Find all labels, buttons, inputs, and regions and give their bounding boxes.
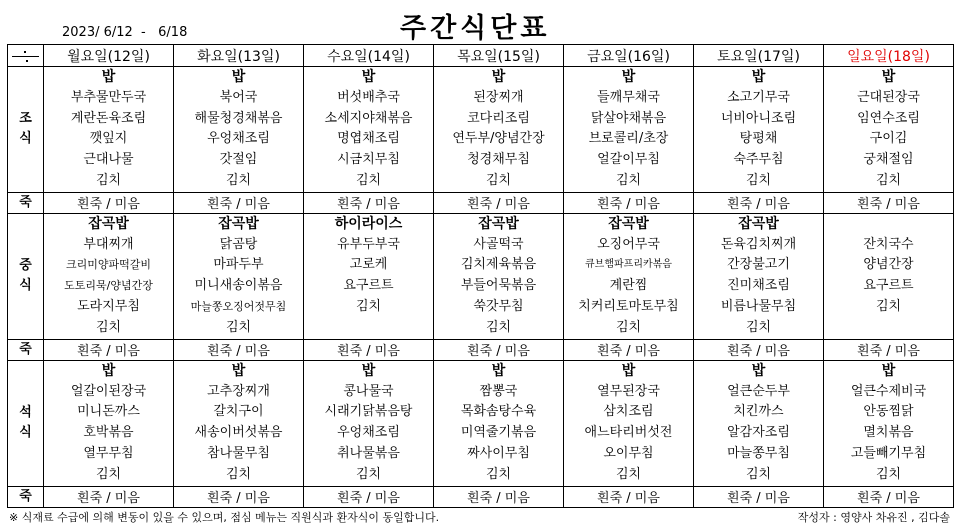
menu-item: 잡곡밥 xyxy=(478,215,519,232)
menu-item: 소세지야채볶음 xyxy=(324,110,413,126)
menu-item: 마늘쫑무침 xyxy=(727,445,790,461)
lunch-cell xyxy=(694,213,824,339)
menu-item: 갓절임 xyxy=(219,152,258,168)
menu-item: 우엉채조림 xyxy=(207,131,270,147)
menu-item: 알감자조림 xyxy=(727,425,790,441)
menu-item: 비름나물무침 xyxy=(720,299,797,315)
menu-item: 브로콜리/초장 xyxy=(588,131,669,147)
menu-item: 얼큰수제비국 xyxy=(850,383,927,399)
porridge-cell: 흰죽 / 미음 xyxy=(44,192,174,213)
porridge-cell: 흰죽 / 미음 xyxy=(304,339,434,360)
menu-item: 밥 xyxy=(361,69,376,85)
lunch-cell xyxy=(434,213,564,339)
menu-item: 잔치국수 xyxy=(863,236,914,252)
menu-item: 오이무침 xyxy=(603,445,654,461)
menu-item: 치킨까스 xyxy=(733,404,784,420)
menu-item: 김치 xyxy=(355,466,382,482)
lunch-cell xyxy=(174,213,304,339)
menu-item: 큐브햄파프리카볶음 xyxy=(585,259,672,271)
lunch-label-text: 중식 xyxy=(19,258,32,294)
menu-item: 탕평채 xyxy=(739,131,778,147)
menu-item: 닭살야채볶음 xyxy=(590,110,667,126)
menu-item: 고로케 xyxy=(349,257,388,273)
porridge-cell: 흰죽 / 미음 xyxy=(564,486,694,507)
porridge-cell: 흰죽 / 미음 xyxy=(44,339,174,360)
menu-item: 밥 xyxy=(101,69,116,85)
lunch-cell xyxy=(304,213,434,339)
porridge-cell: 흰죽 / 미음 xyxy=(44,486,174,507)
menu-item: 밥 xyxy=(621,69,636,85)
menu-item: 크리미양파떡갈비 xyxy=(65,258,151,272)
menu-item: 얼갈이된장국 xyxy=(70,383,147,399)
menu-item: 김치 xyxy=(95,172,122,188)
menu-item: 김치 xyxy=(875,172,902,188)
porridge-row xyxy=(8,339,954,360)
porridge-row xyxy=(8,486,954,507)
breakfast-cell xyxy=(564,67,694,193)
menu-item: 들깨무채국 xyxy=(597,89,660,105)
breakfast-row xyxy=(8,67,954,193)
menu-item: 얼큰순두부 xyxy=(727,383,790,399)
porridge-cell: 흰죽 / 미음 xyxy=(304,192,434,213)
date-range: 2023/ 6/12 - 6/18 xyxy=(62,25,188,40)
menu-item: 유부두부국 xyxy=(337,236,400,252)
menu-item: 부들어묵볶음 xyxy=(460,278,537,294)
menu-item: 호박볶음 xyxy=(83,425,134,441)
menu-item: 얼갈이무침 xyxy=(597,152,660,168)
menu-table xyxy=(7,44,954,508)
menu-item xyxy=(824,318,953,339)
menu-item: 궁채절임 xyxy=(863,152,914,168)
porridge-cell: 흰죽 / 미음 xyxy=(174,192,304,213)
menu-item: 미니돈까스 xyxy=(77,404,140,420)
menu-item: 치커리토마토무침 xyxy=(578,299,679,315)
breakfast-cell xyxy=(694,67,824,193)
menu-item: 마파두부 xyxy=(213,257,264,273)
menu-item: 명엽채조림 xyxy=(337,131,400,147)
menu-item: 김치 xyxy=(745,172,772,188)
menu-item: 짜사이무침 xyxy=(467,445,530,461)
lunch-cell xyxy=(44,213,174,339)
menu-item: 연두부/양념간장 xyxy=(452,131,545,147)
porridge-cell: 흰죽 / 미음 xyxy=(824,486,954,507)
dinner-cell xyxy=(564,360,694,486)
lunch-cell xyxy=(564,213,694,339)
menu-item: 청경채무침 xyxy=(467,152,530,168)
menu-item: 미니새송이볶음 xyxy=(194,278,283,294)
menu-item: 잡곡밥 xyxy=(608,215,649,232)
menu-item: 북어국 xyxy=(219,89,258,105)
menu-item: 안동찜닭 xyxy=(863,404,914,420)
breakfast-cell xyxy=(174,67,304,193)
day-header-tue: 화요일(13일) xyxy=(174,45,304,67)
lunch-cell xyxy=(824,213,954,339)
day-header-wed: 수요일(14일) xyxy=(304,45,434,67)
menu-item: 오징어무국 xyxy=(597,236,660,252)
menu-item: 목화솜탕수육 xyxy=(460,404,537,420)
porridge-label: 죽 xyxy=(8,339,44,360)
day-header-mon: 월요일(12일) xyxy=(44,45,174,67)
menu-item: 너비아니조림 xyxy=(720,110,797,126)
menu-item: 새송이버섯볶음 xyxy=(194,425,283,441)
day-header-row xyxy=(8,45,954,67)
dinner-cell xyxy=(434,360,564,486)
menu-item: 된장찌개 xyxy=(473,89,524,105)
menu-item: 갈치구이 xyxy=(213,404,264,420)
menu-item: 열무무침 xyxy=(83,445,134,461)
menu-item: 부추물만두국 xyxy=(70,89,147,105)
dinner-cell xyxy=(824,360,954,486)
page-title: 주간식단표 xyxy=(400,13,551,44)
porridge-cell: 흰죽 / 미음 xyxy=(174,486,304,507)
menu-item: 밥 xyxy=(751,362,766,379)
menu-item: 김치 xyxy=(745,466,772,482)
menu-item: 밥 xyxy=(361,362,376,379)
menu-item: 근대된장국 xyxy=(857,89,920,105)
menu-item: 잡곡밥 xyxy=(738,215,779,232)
corner-cell xyxy=(8,45,44,67)
dinner-cell xyxy=(304,360,434,486)
menu-item: 밥 xyxy=(881,362,896,379)
menu-item: 소고기무국 xyxy=(727,89,790,105)
porridge-cell: 흰죽 / 미음 xyxy=(564,339,694,360)
menu-item: 취나물볶음 xyxy=(337,445,400,461)
menu-item: 밥 xyxy=(231,362,246,379)
menu-item: 구이김 xyxy=(869,131,908,147)
menu-item: 시래기닭볶음탕 xyxy=(324,404,413,420)
menu-item: 계란돈육조림 xyxy=(70,110,147,126)
porridge-cell: 흰죽 / 미음 xyxy=(694,192,824,213)
menu-item: 코다리조림 xyxy=(467,110,530,126)
menu-item: 김치제육볶음 xyxy=(460,257,537,273)
day-header-sun: 일요일(18일) xyxy=(824,45,954,67)
menu-item: 진미채조림 xyxy=(727,278,790,294)
menu-item: 요구르트 xyxy=(343,278,394,294)
menu-item: 잡곡밥 xyxy=(218,215,259,232)
menu-item: 잡곡밥 xyxy=(88,215,129,232)
dinner-cell xyxy=(174,360,304,486)
menu-item: 밥 xyxy=(491,69,506,85)
menu-item: 참나물무침 xyxy=(207,445,270,461)
menu-item: 숙주무침 xyxy=(733,152,784,168)
menu-item: 밥 xyxy=(751,69,766,85)
menu-item: 밥 xyxy=(491,362,506,379)
menu-item: 김치 xyxy=(745,319,772,335)
menu-item: 고추장찌개 xyxy=(207,383,270,399)
menu-item: 마늘쫑오징어젓무침 xyxy=(190,300,287,314)
menu-item: 쑥갓무침 xyxy=(473,299,524,315)
menu-item: 요구르트 xyxy=(863,278,914,294)
menu-item: 김치 xyxy=(225,466,252,482)
menu-item: 김치 xyxy=(225,319,252,335)
porridge-label: 죽 xyxy=(8,192,44,213)
breakfast-cell xyxy=(824,67,954,193)
porridge-cell: 흰죽 / 미음 xyxy=(434,339,564,360)
menu-item: 김치 xyxy=(615,466,642,482)
menu-item: 미역줄기볶음 xyxy=(460,425,537,441)
menu-item: 김치 xyxy=(485,466,512,482)
menu-item: 근대나물 xyxy=(83,152,134,168)
menu-item: 우엉채조림 xyxy=(337,425,400,441)
day-header-sat: 토요일(17일) xyxy=(694,45,824,67)
dinner-row xyxy=(8,360,954,486)
menu-item: 임연수조림 xyxy=(857,110,920,126)
menu-item: 김치 xyxy=(95,466,122,482)
menu-item: 간장불고기 xyxy=(727,257,790,273)
porridge-cell: 흰죽 / 미음 xyxy=(824,192,954,213)
breakfast-cell xyxy=(44,67,174,193)
menu-item: 김치 xyxy=(615,319,642,335)
menu-item: 깻잎지 xyxy=(89,131,128,147)
menu-item: 열무된장국 xyxy=(597,383,660,399)
menu-item: 김치 xyxy=(485,319,512,335)
breakfast-cell xyxy=(434,67,564,193)
footnote: ※ 식재료 수급에 의해 변동이 있을 수 있으며, 점심 메뉴는 직원식과 환자식이 동일합니다. xyxy=(9,511,440,524)
menu-item: 부대찌개 xyxy=(83,236,134,252)
menu-item: 밥 xyxy=(881,69,896,85)
porridge-row xyxy=(8,192,954,213)
menu-item: 도토리묵/양념간장 xyxy=(64,279,153,293)
menu-item: 김치 xyxy=(95,319,122,335)
menu-item: 김치 xyxy=(485,172,512,188)
menu-item: 해물청경채볶음 xyxy=(194,110,283,126)
menu-item: 밥 xyxy=(231,69,246,85)
porridge-cell: 흰죽 / 미음 xyxy=(434,192,564,213)
corner-diagonal-mark xyxy=(12,48,39,63)
breakfast-label xyxy=(8,67,44,193)
menu-item: 애느타리버섯전 xyxy=(584,425,673,441)
dinner-cell xyxy=(694,360,824,486)
menu-item: 김치 xyxy=(875,299,902,315)
menu-item: 버섯배추국 xyxy=(337,89,400,105)
day-header-thu: 목요일(15일) xyxy=(434,45,564,67)
menu-item: 김치 xyxy=(615,172,642,188)
menu-item: 김치 xyxy=(225,172,252,188)
porridge-label: 죽 xyxy=(8,486,44,507)
lunch-label xyxy=(8,213,44,339)
menu-item: 하이라이스 xyxy=(334,215,403,232)
menu-item: 밥 xyxy=(621,362,636,379)
dinner-label-text: 석식 xyxy=(19,405,32,441)
dinner-label xyxy=(8,360,44,486)
menu-item: 시금치무침 xyxy=(337,152,400,168)
menu-item: 고들빼기무침 xyxy=(850,445,927,461)
porridge-cell: 흰죽 / 미음 xyxy=(694,339,824,360)
menu-item xyxy=(304,318,433,339)
menu-item: 김치 xyxy=(355,299,382,315)
day-header-fri: 금요일(16일) xyxy=(564,45,694,67)
menu-item: 양념간장 xyxy=(863,257,914,273)
porridge-cell: 흰죽 / 미음 xyxy=(174,339,304,360)
menu-item: 도라지무침 xyxy=(77,299,140,315)
lunch-row xyxy=(8,213,954,339)
menu-item: 돈육김치찌개 xyxy=(720,236,797,252)
dinner-cell xyxy=(44,360,174,486)
porridge-cell: 흰죽 / 미음 xyxy=(434,486,564,507)
menu-item: 멸치볶음 xyxy=(863,425,914,441)
porridge-cell: 흰죽 / 미음 xyxy=(564,192,694,213)
menu-item: 사골떡국 xyxy=(473,236,524,252)
breakfast-cell xyxy=(304,67,434,193)
menu-item: 계란찜 xyxy=(609,278,648,294)
menu-item xyxy=(824,214,953,235)
menu-item: 김치 xyxy=(355,172,382,188)
menu-item: 닭곰탕 xyxy=(219,236,258,252)
menu-item: 밥 xyxy=(101,362,116,379)
porridge-cell: 흰죽 / 미음 xyxy=(694,486,824,507)
author-credit: 작성자 : 영양사 차유진 , 김다솔 xyxy=(797,511,950,524)
menu-item: 짬뽕국 xyxy=(479,383,518,399)
menu-item: 김치 xyxy=(875,466,902,482)
menu-item: 콩나물국 xyxy=(343,383,394,399)
porridge-cell: 흰죽 / 미음 xyxy=(824,339,954,360)
menu-item: 삼치조림 xyxy=(603,404,654,420)
breakfast-label-text: 조식 xyxy=(19,111,32,147)
porridge-cell: 흰죽 / 미음 xyxy=(304,486,434,507)
